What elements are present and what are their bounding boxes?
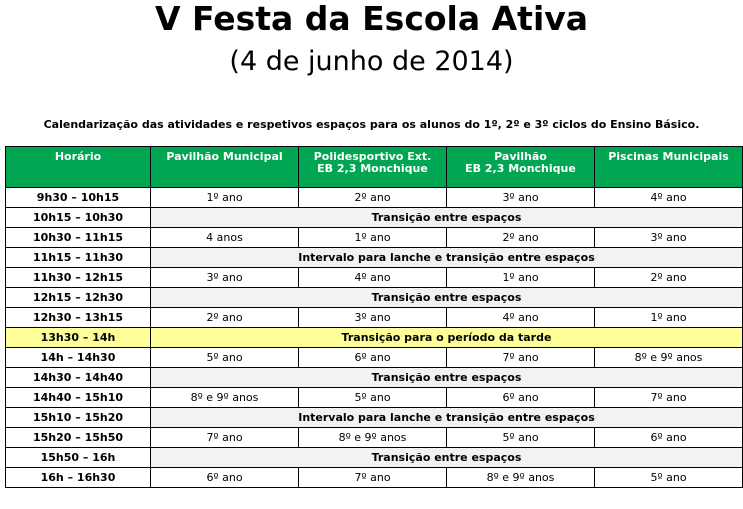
activity-cell: 3º ano [447, 188, 595, 208]
table-header-row [6, 147, 743, 188]
table-row [6, 288, 743, 308]
table-row [6, 188, 743, 208]
activity-cell: 4 anos [151, 228, 299, 248]
activity-cell: 4º ano [595, 188, 743, 208]
activity-cell: 4º ano [447, 308, 595, 328]
activity-cell: 6º ano [447, 388, 595, 408]
schedule-table [5, 146, 743, 488]
page-title: V Festa da Escola Ativa [154, 0, 589, 38]
transition-cell: Transição entre espaços [151, 368, 743, 388]
column-header-line2: EB 2,3 Monchique [317, 162, 428, 175]
activity-cell: 6º ano [299, 348, 447, 368]
activity-cell: 6º ano [595, 428, 743, 448]
activity-cell: 2º ano [151, 308, 299, 328]
transition-cell: Intervalo para lanche e transição entre espaços [151, 248, 743, 268]
activity-cell: 8º e 9º anos [595, 348, 743, 368]
table-row [6, 428, 743, 448]
time-slot-cell: 12h15 – 12h30 [6, 288, 151, 308]
column-header-line1: Pavilhão Municipal [166, 150, 283, 163]
table-row [6, 448, 743, 468]
activity-cell: 5º ano [447, 428, 595, 448]
activity-cell: 6º ano [151, 468, 299, 488]
time-slot-cell: 16h – 16h30 [6, 468, 151, 488]
table-row [6, 228, 743, 248]
table-row [6, 308, 743, 328]
table-row [6, 408, 743, 428]
transition-cell: Transição para o período da tarde [151, 328, 743, 348]
column-header [299, 147, 447, 188]
activity-cell: 2º ano [447, 228, 595, 248]
time-slot-cell: 11h15 – 11h30 [6, 248, 151, 268]
time-slot-cell: 14h40 – 15h10 [6, 388, 151, 408]
column-header [447, 147, 595, 188]
time-slot-cell: 10h15 – 10h30 [6, 208, 151, 228]
time-slot-cell: 12h30 – 13h15 [6, 308, 151, 328]
time-slot-cell: 14h – 14h30 [6, 348, 151, 368]
column-header [6, 147, 151, 188]
activity-cell: 1º ano [595, 308, 743, 328]
time-slot-cell: 15h10 – 15h20 [6, 408, 151, 428]
time-slot-cell: 10h30 – 11h15 [6, 228, 151, 248]
table-row [6, 208, 743, 228]
activity-cell: 2º ano [595, 268, 743, 288]
transition-cell: Transição entre espaços [151, 208, 743, 228]
activity-cell: 8º e 9º anos [151, 388, 299, 408]
table-row [6, 388, 743, 408]
column-header [151, 147, 299, 188]
table-row [6, 248, 743, 268]
transition-cell: Intervalo para lanche e transição entre espaços [151, 408, 743, 428]
activity-cell: 5º ano [151, 348, 299, 368]
column-header [595, 147, 743, 188]
time-slot-cell: 9h30 – 10h15 [6, 188, 151, 208]
activity-cell: 7º ano [151, 428, 299, 448]
activity-cell: 7º ano [447, 348, 595, 368]
time-slot-cell: 11h30 – 12h15 [6, 268, 151, 288]
time-slot-cell: 13h30 – 14h [6, 328, 151, 348]
activity-cell: 8º e 9º anos [447, 468, 595, 488]
table-row [6, 468, 743, 488]
activity-cell: 2º ano [299, 188, 447, 208]
activity-cell: 3º ano [151, 268, 299, 288]
table-row [6, 328, 743, 348]
time-slot-cell: 15h50 – 16h [6, 448, 151, 468]
activity-cell: 4º ano [299, 268, 447, 288]
activity-cell: 3º ano [595, 228, 743, 248]
column-header-line1: Piscinas Municipais [608, 150, 729, 163]
time-slot-cell: 15h20 – 15h50 [6, 428, 151, 448]
column-header-line1: Polidesportivo Ext. [313, 150, 432, 163]
time-slot-cell: 14h30 – 14h40 [6, 368, 151, 388]
page-subtitle: (4 de junho de 2014) [229, 46, 514, 77]
table-row [6, 268, 743, 288]
activity-cell: 7º ano [299, 468, 447, 488]
activity-cell: 5º ano [299, 388, 447, 408]
column-header-line2: EB 2,3 Monchique [465, 162, 576, 175]
activity-cell: 3º ano [299, 308, 447, 328]
transition-cell: Transição entre espaços [151, 448, 743, 468]
column-header-line1: Horário [54, 150, 102, 163]
activity-cell: 1º ano [151, 188, 299, 208]
table-caption: Calendarização das atividades e respetivos espaços para os alunos do 1º, 2º e 3º ciclos do Ensino Básico. [43, 118, 700, 131]
activity-cell: 8º e 9º anos [299, 428, 447, 448]
table-row [6, 348, 743, 368]
column-header-line1: Pavilhão [494, 150, 547, 163]
table-body [6, 188, 743, 488]
activity-cell: 1º ano [447, 268, 595, 288]
activity-cell: 7º ano [595, 388, 743, 408]
transition-cell: Transição entre espaços [151, 288, 743, 308]
activity-cell: 5º ano [595, 468, 743, 488]
activity-cell: 1º ano [299, 228, 447, 248]
table-row [6, 368, 743, 388]
